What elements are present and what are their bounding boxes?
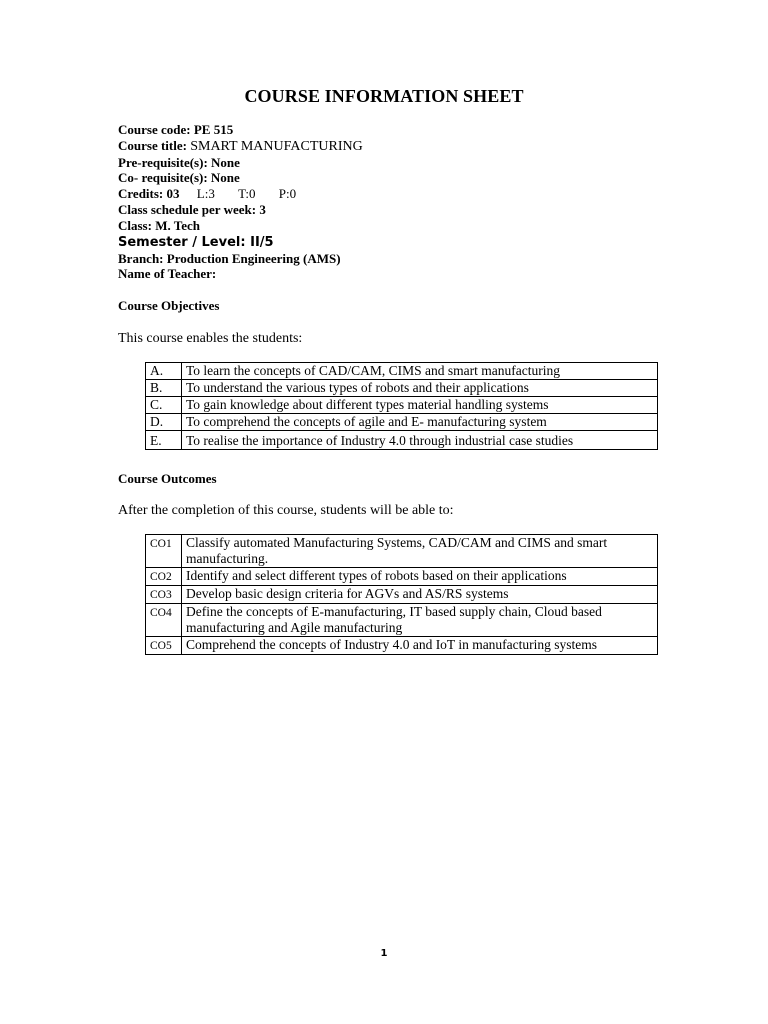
table-row <box>146 380 658 397</box>
course-title-value: SMART MANUFACTURING <box>190 138 363 154</box>
prerequisite-row <box>118 155 363 171</box>
outcome-text: Comprehend the concepts of Industry 4.0 and IoT in manufacturing systems <box>182 637 658 655</box>
branch-label: Branch: <box>118 250 164 266</box>
course-code-row <box>118 122 363 138</box>
semester-value: II/5 <box>250 234 274 250</box>
objective-text: To comprehend the concepts of agile and E- manufacturing system <box>182 414 658 431</box>
outcome-text: Classify automated Manufacturing Systems, CAD/CAM and CIMS and smart manufacturing. <box>182 535 658 568</box>
course-info-block <box>118 122 363 282</box>
table-row <box>146 586 658 604</box>
objectives-intro: This course enables the students: <box>118 331 303 346</box>
outcome-key: CO1 <box>146 535 182 568</box>
class-value: M. Tech <box>155 217 200 233</box>
schedule-label: Class schedule per week: <box>118 201 257 217</box>
corequisite-value: None <box>210 170 240 186</box>
objective-key: B. <box>146 380 182 397</box>
table-row <box>146 363 658 380</box>
tutorial-hours: T:0 <box>238 186 256 202</box>
schedule-value: 3 <box>259 201 266 217</box>
semester-row <box>118 234 363 251</box>
objective-key: D. <box>146 414 182 431</box>
class-label: Class: <box>118 217 152 233</box>
teacher-label: Name of Teacher: <box>118 266 217 282</box>
outcome-text: Define the concepts of E-manufacturing, IT based supply chain, Cloud based manufacturing and Agile manufacturing <box>182 604 658 637</box>
table-row <box>146 535 658 568</box>
table-row <box>146 431 658 450</box>
outcomes-table <box>145 534 658 655</box>
objective-text: To realise the importance of Industry 4.0 through industrial case studies <box>182 431 658 450</box>
prerequisite-label: Pre-requisite(s): <box>118 154 208 170</box>
course-title-label: Course title: <box>118 137 187 153</box>
objective-text: To learn the concepts of CAD/CAM, CIMS and smart manufacturing <box>182 363 658 380</box>
objectives-heading: Course Objectives <box>118 298 220 313</box>
semester-label: Semester / Level: <box>118 234 246 250</box>
practical-hours: P:0 <box>278 186 297 202</box>
corequisite-row <box>118 170 363 186</box>
outcome-key: CO5 <box>146 637 182 655</box>
table-row <box>146 568 658 586</box>
outcomes-heading: Course Outcomes <box>118 471 217 486</box>
objective-key: A. <box>146 363 182 380</box>
branch-row <box>118 251 363 267</box>
objective-key: C. <box>146 397 182 414</box>
credits-row <box>118 186 363 202</box>
objective-text: To gain knowledge about different types material handling systems <box>182 397 658 414</box>
course-code-value: PE 515 <box>193 122 234 137</box>
credits-value: 03 <box>166 186 180 202</box>
schedule-row <box>118 202 363 218</box>
outcome-key: CO4 <box>146 604 182 637</box>
lecture-hours: L:3 <box>196 186 215 202</box>
outcomes-intro: After the completion of this course, students will be able to: <box>118 503 454 518</box>
table-row <box>146 604 658 637</box>
course-code-label: Course code: <box>118 122 191 137</box>
table-row <box>146 397 658 414</box>
course-title-row <box>118 138 363 155</box>
outcome-key: CO3 <box>146 586 182 604</box>
objectives-table <box>145 362 658 450</box>
prerequisite-value: None <box>211 154 240 170</box>
corequisite-label: Co- requisite(s): <box>118 170 208 186</box>
teacher-row <box>118 266 363 282</box>
page-title: COURSE INFORMATION SHEET <box>244 86 524 106</box>
branch-value: Production Engineering (AMS) <box>166 250 341 266</box>
class-row <box>118 218 363 234</box>
outcome-text: Identify and select different types of robots based on their applications <box>182 568 658 586</box>
credits-label: Credits: <box>118 186 164 202</box>
page-number: 1 <box>380 948 388 959</box>
objective-text: To understand the various types of robots and their applications <box>182 380 658 397</box>
table-row <box>146 637 658 655</box>
outcome-key: CO2 <box>146 568 182 586</box>
table-row <box>146 414 658 431</box>
objective-key: E. <box>146 431 182 450</box>
outcome-text: Develop basic design criteria for AGVs and AS/RS systems <box>182 586 658 604</box>
